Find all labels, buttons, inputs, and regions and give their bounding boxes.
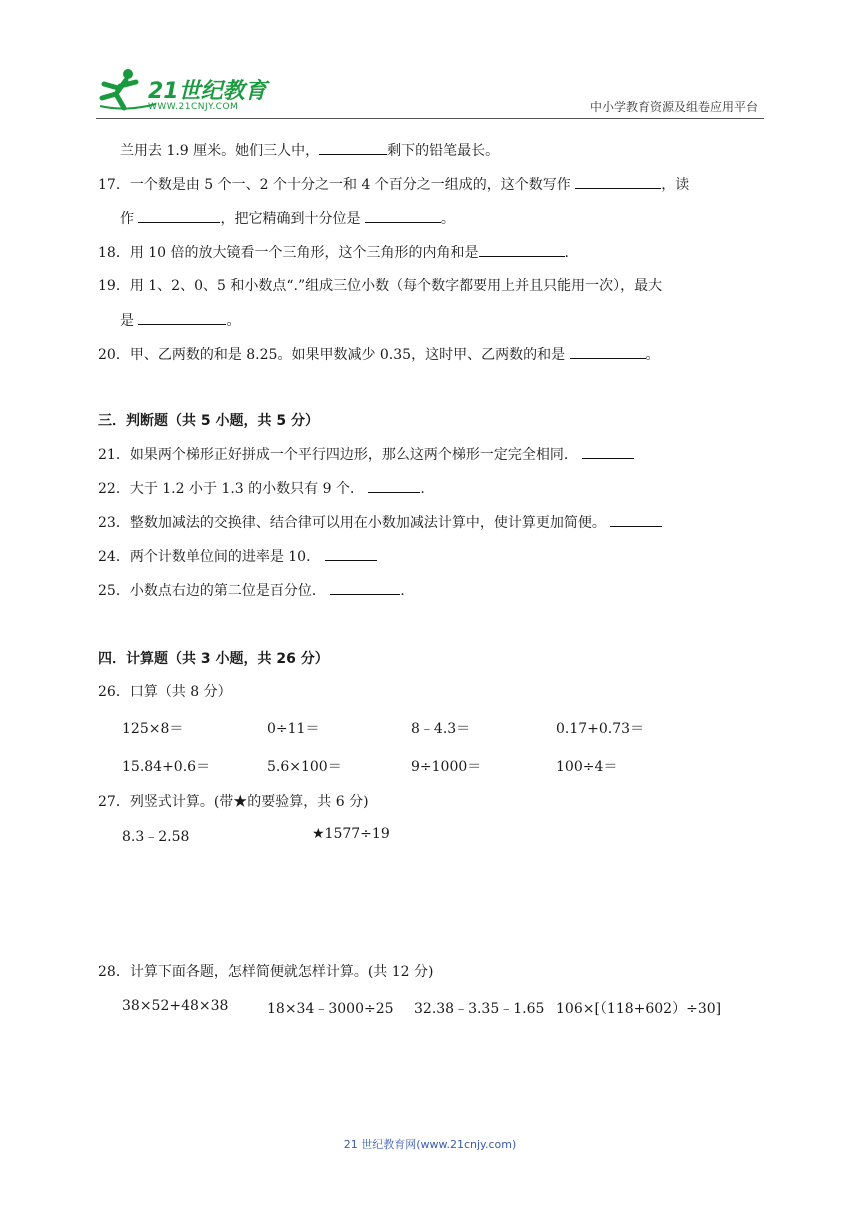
question-number: 25．	[98, 583, 130, 599]
q25-end: .	[400, 583, 405, 599]
question-19-line-2	[120, 310, 240, 331]
question-25	[98, 580, 405, 601]
question-number: 26．	[98, 684, 130, 700]
q27-text: 列竖式计算。(带★的要验算，共 6 分)	[129, 794, 369, 810]
q23-text: 整数加减法的交换律、结合律可以用在小数加减法计算中，使计算更加简便。	[129, 515, 606, 531]
q16-continuation	[120, 140, 499, 161]
oral-calc-item: 5.6×100＝	[267, 759, 342, 775]
q17-text-d: ，把它精确到十分位是	[220, 211, 361, 227]
q20-text: 甲、乙两数的和是 8.25。如果甲数减少 0.35，这时甲、乙两数的和是	[129, 347, 566, 363]
answer-blank	[319, 140, 387, 155]
answer-blank	[575, 174, 661, 189]
oral-calc-item: 0÷11＝	[267, 721, 320, 737]
section-3-title: 三．判断题（共 5 小题，共 5 分）	[98, 413, 319, 429]
question-20	[98, 344, 660, 365]
oral-calc-item: 8﹣4.3＝	[411, 721, 471, 737]
question-number: 22．	[98, 481, 130, 497]
question-21	[98, 444, 634, 465]
answer-blank	[365, 208, 441, 223]
q28-text: 计算下面各题，怎样简便就怎样计算。(共 12 分)	[129, 964, 434, 980]
q25-text: 小数点右边的第二位是百分位．	[129, 583, 326, 599]
question-28	[98, 962, 433, 982]
q18-end: .	[564, 245, 569, 261]
simplify-calc-item: 38×52+48×38	[122, 998, 229, 1014]
question-18	[98, 242, 569, 263]
vertical-calc-item: ★1577÷19	[312, 826, 390, 842]
question-26	[98, 682, 232, 702]
question-number: 20．	[98, 347, 130, 363]
q22-end: .	[420, 481, 425, 497]
question-22	[98, 478, 425, 499]
q22-text: 大于 1.2 小于 1.3 的小数只有 9 个．	[129, 481, 364, 497]
question-17	[98, 174, 689, 195]
q17-text-e: 。	[440, 211, 455, 227]
header-divider	[96, 118, 764, 119]
question-23	[98, 512, 662, 533]
answer-blank	[570, 344, 646, 359]
simplify-calc-item: 106×[（118+602）÷30]	[556, 1001, 722, 1017]
platform-label: 中小学教育资源及组卷应用平台	[589, 100, 758, 114]
footer-link[interactable]: 21 世纪教育网(www.21cnjy.com)	[343, 1138, 517, 1151]
question-24	[98, 546, 377, 567]
question-17-line-2	[120, 208, 455, 229]
answer-blank	[138, 310, 226, 325]
q16-text-b: 剩下的铅笔最长。	[387, 143, 500, 159]
logo-text: 21世纪教育	[148, 79, 267, 104]
q17-text-a: 一个数是由 5 个一、2 个十分之一和 4 个百分之一组成的，这个数写作	[129, 177, 571, 193]
answer-blank	[479, 242, 565, 257]
oral-calc-item: 15.84+0.6＝	[122, 759, 211, 775]
question-number: 27．	[98, 794, 130, 810]
oral-calc-item: 9÷1000＝	[411, 759, 482, 775]
q19-text-b: 是	[120, 313, 134, 329]
question-number: 19．	[98, 278, 130, 294]
oral-calc-item: 0.17+0.73＝	[556, 721, 645, 737]
answer-blank	[330, 580, 400, 595]
q24-text: 两个计数单位间的进率是 10．	[129, 549, 321, 565]
q21-text: 如果两个梯形正好拼成一个平行四边形，那么这两个梯形一定完全相同．	[129, 447, 578, 463]
answer-blank	[325, 546, 377, 561]
question-number: 23．	[98, 515, 130, 531]
q19-end: 。	[226, 313, 241, 329]
section-4-title: 四．计算题（共 3 小题，共 26 分）	[98, 651, 329, 667]
answer-blank	[368, 478, 420, 493]
logo-url: WWW.21CNJY.COM	[148, 102, 239, 112]
question-27	[98, 792, 369, 812]
q26-text: 口算（共 8 分）	[129, 684, 232, 700]
answer-blank	[582, 444, 634, 459]
simplify-calc-item: 32.38﹣3.35﹣1.65	[414, 1001, 545, 1017]
q20-end: 。	[645, 347, 660, 363]
oral-calc-item: 125×8＝	[122, 721, 184, 737]
q19-text: 用 1、2、0、5 和小数点“.”组成三位小数（每个数字都要用上并且只能用一次），最大	[129, 278, 663, 294]
q17-text-c: 作	[120, 211, 134, 227]
question-number: 24．	[98, 549, 130, 565]
q16-text-a: 兰用去 1.9 厘米。她们三人中，	[120, 143, 320, 159]
simplify-calc-item: 18×34﹣3000÷25	[267, 1001, 394, 1017]
question-19	[98, 276, 662, 296]
q17-text-b: ，读	[661, 177, 690, 193]
question-number: 28．	[98, 964, 130, 980]
question-number: 17．	[98, 177, 130, 193]
answer-blank	[610, 512, 662, 527]
oral-calc-item: 100÷4＝	[556, 759, 618, 775]
vertical-calc-item: 8.3﹣2.58	[122, 829, 190, 845]
question-number: 21．	[98, 447, 130, 463]
answer-blank	[138, 208, 220, 223]
question-number: 18．	[98, 245, 130, 261]
q18-text: 用 10 倍的放大镜看一个三角形，这个三角形的内角和是	[129, 245, 479, 261]
